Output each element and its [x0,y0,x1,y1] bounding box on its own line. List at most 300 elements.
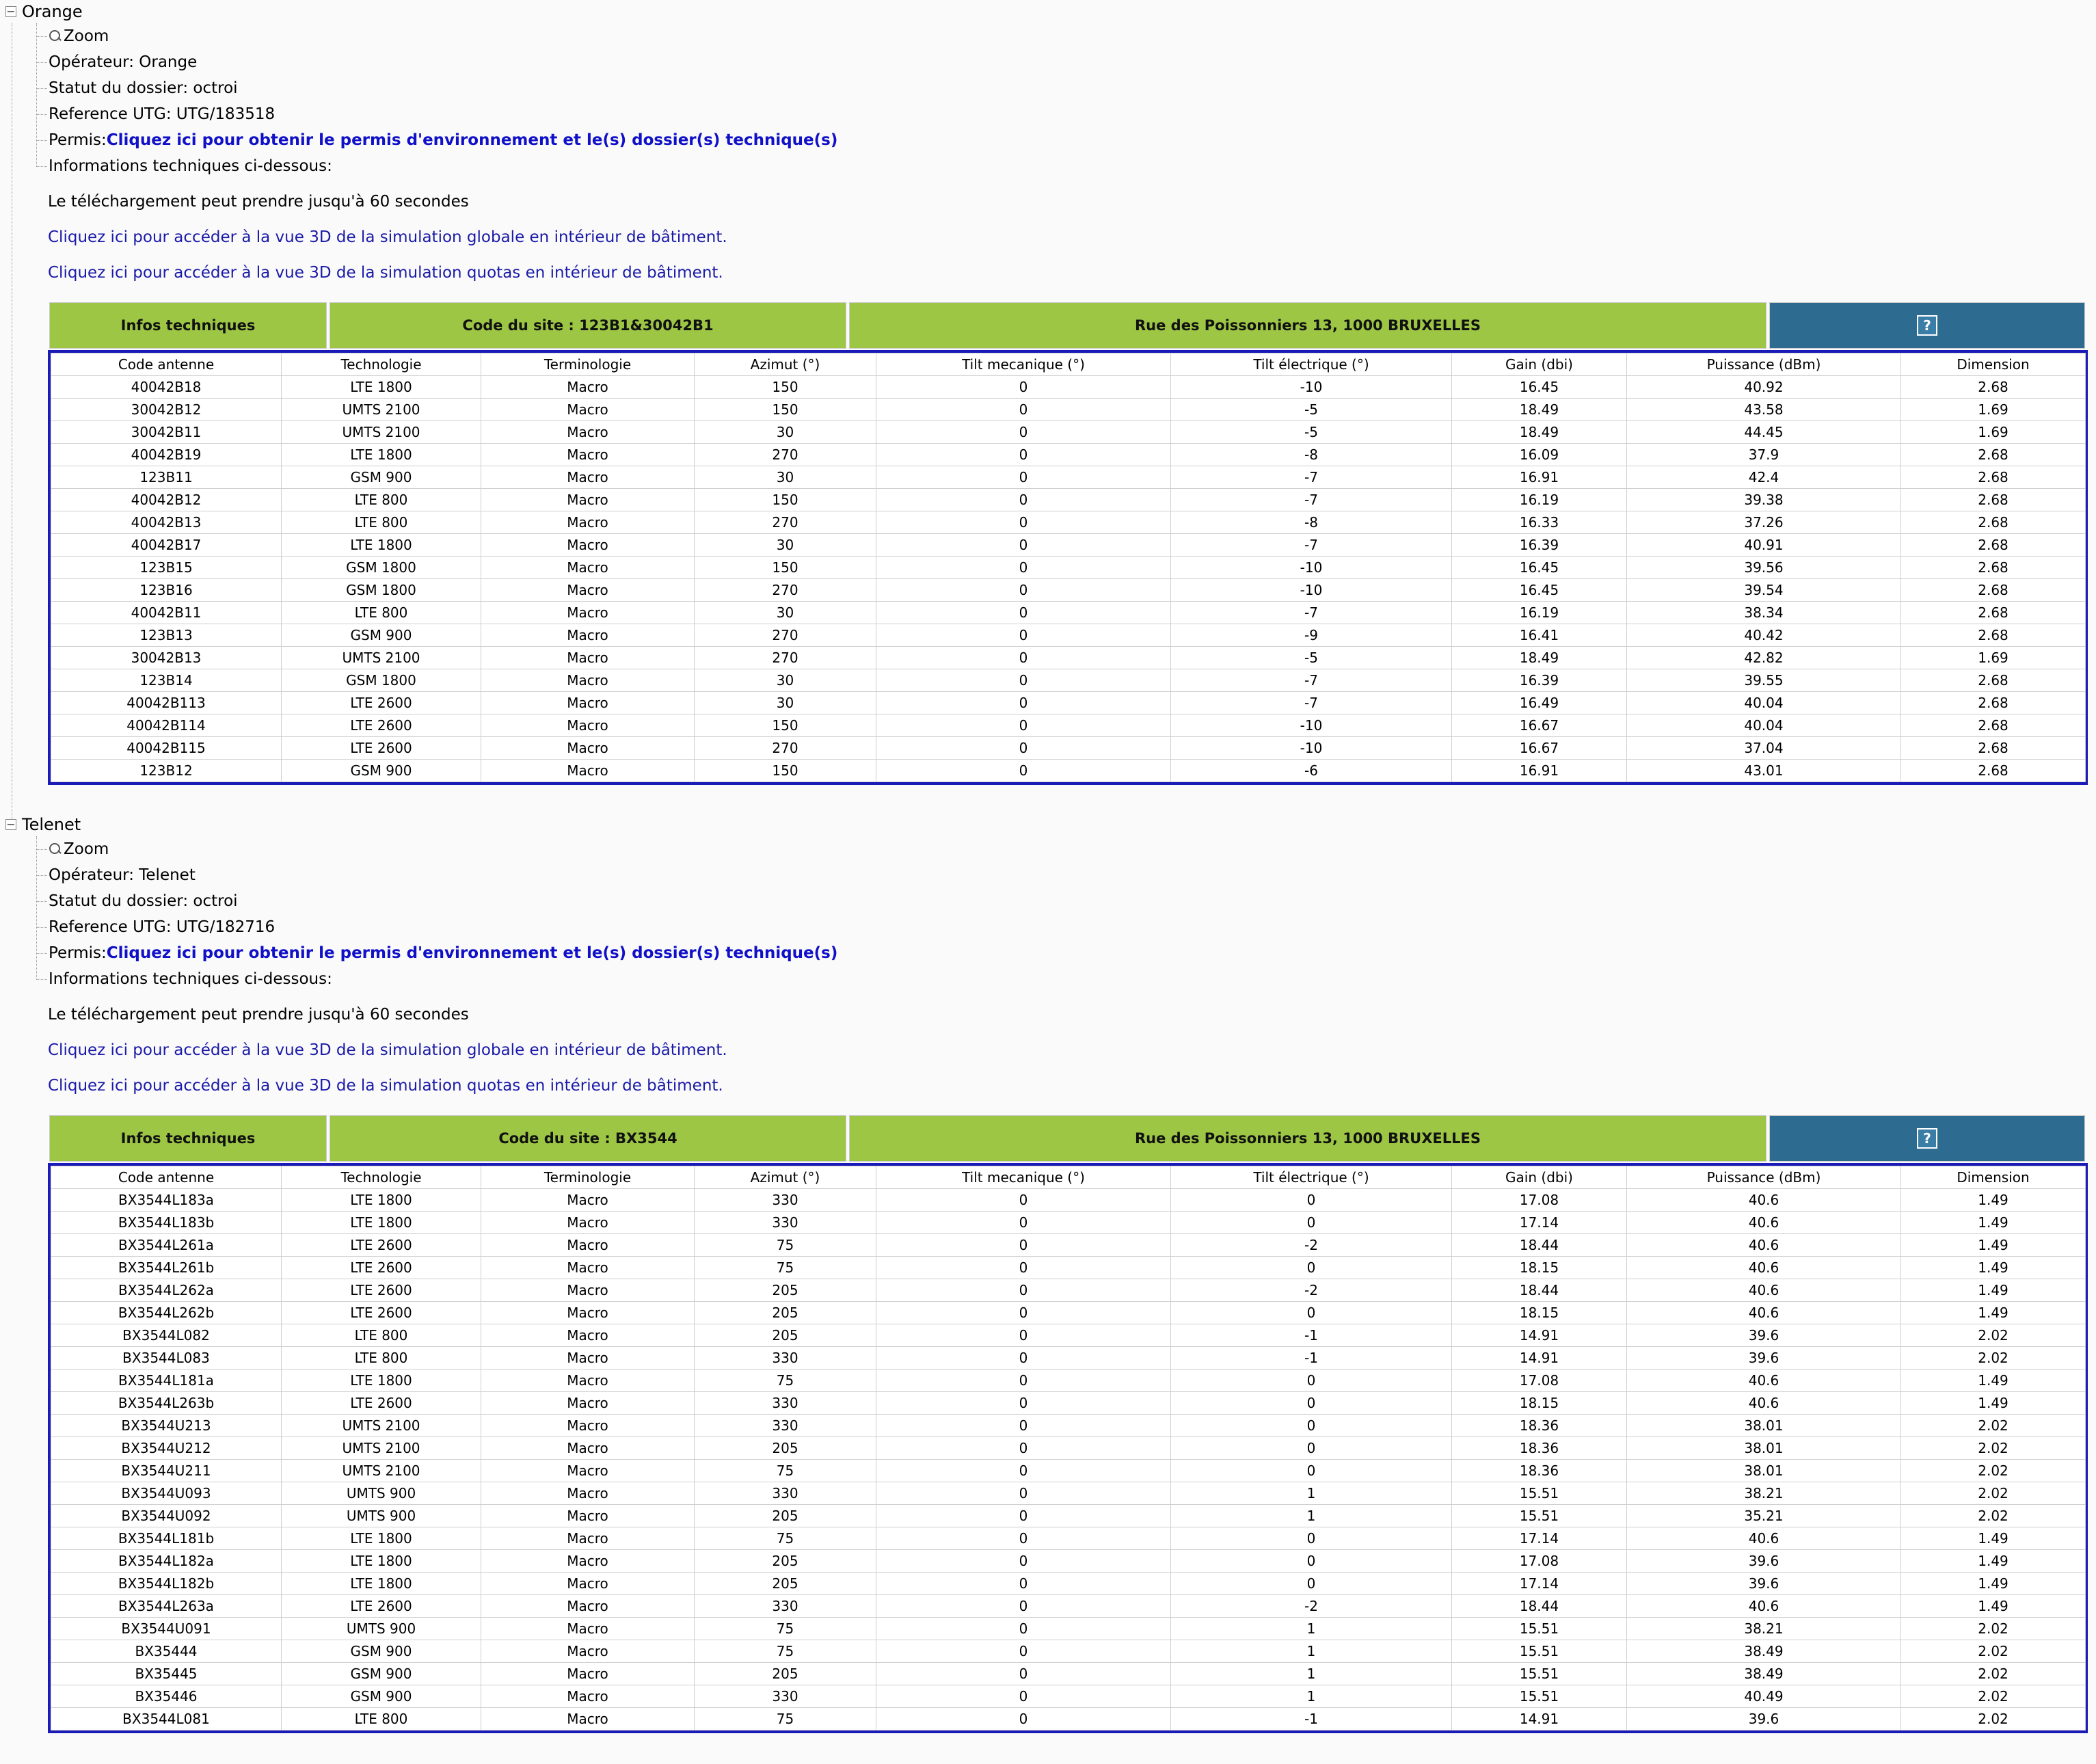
cell-technologie: UMTS 2100 [282,421,481,444]
cell-puissance: 40.04 [1627,692,1901,714]
cell-technologie: LTE 800 [282,489,481,511]
cell-gain: 18.36 [1452,1460,1627,1482]
cell-technologie: LTE 800 [282,1324,481,1347]
cell-code-antenne: 40042B113 [51,692,282,714]
cell-gain: 14.91 [1452,1708,1627,1730]
col-gain: Gain (dbi) [1452,353,1627,376]
cell-technologie: LTE 2600 [282,1392,481,1415]
cell-tilt-mecanique: 0 [876,1347,1171,1369]
header-site-code: Code du site : BX3544 [330,1115,846,1162]
operator-header[interactable] [5,1,83,22]
cell-tilt-electrique: -10 [1171,376,1452,399]
cell-technologie: LTE 800 [282,1347,481,1369]
cell-terminologie: Macro [481,1685,695,1708]
cell-dimension: 2.02 [1901,1685,2086,1708]
cell-gain: 17.14 [1452,1527,1627,1550]
cell-technologie: LTE 2600 [282,1279,481,1302]
cell-tilt-electrique: 0 [1171,1257,1452,1279]
cell-code-antenne: BX35446 [51,1685,282,1708]
cell-dimension: 2.02 [1901,1324,2086,1347]
cell-tilt-electrique: -7 [1171,489,1452,511]
statut-text: Statut du dossier: octroi [49,892,238,910]
cell-tilt-electrique: -10 [1171,579,1452,602]
cell-azimut: 75 [695,1708,876,1730]
cell-tilt-mecanique: 0 [876,760,1171,782]
cell-puissance: 39.6 [1627,1550,1901,1573]
tree-line [36,88,47,89]
table-row [51,1392,2086,1415]
cell-code-antenne: 40042B19 [51,444,282,466]
cell-dimension: 2.02 [1901,1618,2086,1640]
cell-azimut: 30 [695,466,876,489]
cell-puissance: 43.01 [1627,760,1901,782]
cell-terminologie: Macro [481,737,695,760]
cell-code-antenne: BX3544L261a [51,1234,282,1257]
cell-puissance: 40.04 [1627,714,1901,737]
cell-puissance: 38.49 [1627,1640,1901,1663]
cell-puissance: 40.6 [1627,1527,1901,1550]
link-3d-quotas[interactable]: Cliquez ici pour accéder à la vue 3D de la simulation quotas en intérieur de bâtiment. [48,1077,723,1095]
cell-gain: 16.39 [1452,669,1627,692]
cell-tilt-electrique: -5 [1171,647,1452,669]
cell-tilt-electrique: -5 [1171,421,1452,444]
col-tilt-mecanique: Tilt mecanique (°) [876,353,1171,376]
cell-tilt-electrique: -7 [1171,602,1452,624]
cell-code-antenne: 40042B115 [51,737,282,760]
cell-technologie: LTE 1800 [282,444,481,466]
cell-gain: 18.49 [1452,399,1627,421]
col-tilt-electrique: Tilt électrique (°) [1171,1166,1452,1189]
cell-technologie: GSM 900 [282,1685,481,1708]
cell-gain: 18.15 [1452,1392,1627,1415]
cell-terminologie: Macro [481,466,695,489]
header-infos: Infos techniques [49,1115,327,1162]
cell-tilt-electrique: -2 [1171,1595,1452,1618]
reference-text: Reference UTG: UTG/183518 [49,105,276,123]
cell-gain: 15.51 [1452,1618,1627,1640]
permis-label: Permis: [49,944,107,962]
cell-terminologie: Macro [481,1482,695,1505]
cell-tilt-electrique: -8 [1171,444,1452,466]
cell-azimut: 270 [695,511,876,534]
cell-gain: 17.14 [1452,1573,1627,1595]
collapse-icon[interactable]: − [6,5,16,18]
cell-code-antenne: 123B15 [51,557,282,579]
cell-tilt-mecanique: 0 [876,669,1171,692]
operator-name: Telenet [22,815,81,834]
tree-line [36,114,47,115]
cell-code-antenne: BX3544L181a [51,1369,282,1392]
col-tilt-mecanique: Tilt mecanique (°) [876,1166,1171,1189]
cell-tilt-mecanique: 0 [876,1708,1171,1730]
col-gain: Gain (dbi) [1452,1166,1627,1189]
cell-technologie: LTE 1800 [282,1527,481,1550]
col-terminologie: Terminologie [481,353,695,376]
col-code-antenne: Code antenne [51,1166,282,1189]
cell-terminologie: Macro [481,399,695,421]
permis-label: Permis: [49,131,107,149]
cell-gain: 15.51 [1452,1663,1627,1685]
cell-terminologie: Macro [481,602,695,624]
cell-terminologie: Macro [481,444,695,466]
cell-terminologie: Macro [481,760,695,782]
table-row [51,1482,2086,1505]
cell-code-antenne: BX3544L182b [51,1573,282,1595]
cell-tilt-mecanique: 0 [876,399,1171,421]
cell-code-antenne: BX3544U211 [51,1460,282,1482]
cell-tilt-mecanique: 0 [876,1234,1171,1257]
cell-tilt-electrique: 1 [1171,1640,1452,1663]
table-row [51,692,2086,714]
cell-puissance: 38.49 [1627,1663,1901,1685]
cell-technologie: LTE 2600 [282,1257,481,1279]
cell-code-antenne: 123B12 [51,760,282,782]
col-terminologie: Terminologie [481,1166,695,1189]
statut-line [36,888,238,914]
cell-terminologie: Macro [481,489,695,511]
col-puissance: Puissance (dBm) [1627,1166,1901,1189]
cell-gain: 15.51 [1452,1640,1627,1663]
cell-puissance: 37.9 [1627,444,1901,466]
download-note: Le téléchargement peut prendre jusqu'à 60 secondes [48,193,469,211]
cell-tilt-electrique: 1 [1171,1663,1452,1685]
zoom-icon[interactable] [49,842,62,856]
cell-tilt-electrique: -2 [1171,1279,1452,1302]
cell-tilt-mecanique: 0 [876,511,1171,534]
cell-puissance: 35.21 [1627,1505,1901,1527]
link-3d-global[interactable]: Cliquez ici pour accéder à la vue 3D de la simulation globale en intérieur de bâtiment. [48,228,727,246]
cell-dimension: 2.02 [1901,1460,2086,1482]
cell-code-antenne: BX3544U091 [51,1618,282,1640]
cell-code-antenne: 40042B18 [51,376,282,399]
cell-gain: 18.44 [1452,1234,1627,1257]
col-dimension: Dimension [1901,353,2086,376]
cell-gain: 14.91 [1452,1347,1627,1369]
cell-terminologie: Macro [481,624,695,647]
cell-puissance: 40.6 [1627,1257,1901,1279]
cell-gain: 16.49 [1452,692,1627,714]
zoom-item[interactable] [36,23,109,49]
cell-terminologie: Macro [481,1618,695,1640]
cell-dimension: 1.49 [1901,1189,2086,1212]
cell-tilt-mecanique: 0 [876,1324,1171,1347]
cell-terminologie: Macro [481,1550,695,1573]
cell-tilt-mecanique: 0 [876,1505,1171,1527]
cell-tilt-mecanique: 0 [876,557,1171,579]
cell-azimut: 330 [695,1212,876,1234]
cell-gain: 18.44 [1452,1279,1627,1302]
cell-terminologie: Macro [481,1708,695,1730]
cell-terminologie: Macro [481,1527,695,1550]
cell-code-antenne: 30042B13 [51,647,282,669]
cell-puissance: 38.01 [1627,1437,1901,1460]
cell-technologie: LTE 1800 [282,1573,481,1595]
reference-text: Reference UTG: UTG/182716 [49,918,276,936]
zoom-label[interactable]: Zoom [64,840,109,858]
cell-tilt-electrique: 0 [1171,1415,1452,1437]
cell-azimut: 75 [695,1460,876,1482]
tree-line [36,140,47,141]
cell-puissance: 38.34 [1627,602,1901,624]
col-puissance: Puissance (dBm) [1627,353,1901,376]
cell-code-antenne: BX3544L261b [51,1257,282,1279]
cell-code-antenne: BX3544L262b [51,1302,282,1324]
cell-terminologie: Macro [481,647,695,669]
cell-dimension: 1.49 [1901,1527,2086,1550]
cell-code-antenne: 123B13 [51,624,282,647]
cell-azimut: 30 [695,692,876,714]
tree-line [36,901,47,902]
table-row [51,444,2086,466]
cell-dimension: 2.02 [1901,1482,2086,1505]
cell-gain: 17.08 [1452,1369,1627,1392]
cell-azimut: 270 [695,737,876,760]
cell-technologie: UMTS 2100 [282,1437,481,1460]
cell-dimension: 2.68 [1901,579,2086,602]
cell-tilt-electrique: -8 [1171,511,1452,534]
cell-code-antenne: BX3544L182a [51,1550,282,1573]
cell-tilt-electrique: -7 [1171,466,1452,489]
cell-gain: 17.08 [1452,1550,1627,1573]
cell-puissance: 37.04 [1627,737,1901,760]
cell-azimut: 150 [695,399,876,421]
cell-puissance: 38.01 [1627,1415,1901,1437]
cell-gain: 16.19 [1452,602,1627,624]
cell-tilt-mecanique: 0 [876,1460,1171,1482]
cell-tilt-electrique: 0 [1171,1392,1452,1415]
cell-technologie: LTE 1800 [282,1212,481,1234]
cell-gain: 15.51 [1452,1685,1627,1708]
cell-dimension: 1.69 [1901,647,2086,669]
cell-technologie: GSM 900 [282,1663,481,1685]
cell-terminologie: Macro [481,579,695,602]
statut-text: Statut du dossier: octroi [49,79,238,97]
cell-dimension: 1.49 [1901,1392,2086,1415]
cell-puissance: 38.01 [1627,1460,1901,1482]
antenna-table [48,350,2088,785]
cell-tilt-mecanique: 0 [876,714,1171,737]
cell-gain: 16.67 [1452,737,1627,760]
cell-code-antenne: BX3544L183a [51,1189,282,1212]
cell-puissance: 39.55 [1627,669,1901,692]
table-row [51,624,2086,647]
cell-puissance: 40.91 [1627,534,1901,557]
cell-code-antenne: 40042B114 [51,714,282,737]
zoom-icon[interactable] [49,29,62,43]
tree-line [36,849,47,850]
cell-code-antenne: 40042B11 [51,602,282,624]
cell-gain: 16.39 [1452,534,1627,557]
cell-dimension: 1.49 [1901,1595,2086,1618]
cell-dimension: 2.68 [1901,760,2086,782]
table-row [51,399,2086,421]
cell-technologie: LTE 2600 [282,692,481,714]
cell-dimension: 2.02 [1901,1347,2086,1369]
cell-tilt-mecanique: 0 [876,376,1171,399]
cell-azimut: 270 [695,579,876,602]
cell-code-antenne: BX35444 [51,1640,282,1663]
permis-line [36,940,837,966]
cell-technologie: LTE 1800 [282,376,481,399]
cell-dimension: 1.69 [1901,421,2086,444]
cell-tilt-mecanique: 0 [876,602,1171,624]
cell-puissance: 40.6 [1627,1595,1901,1618]
cell-dimension: 1.49 [1901,1369,2086,1392]
cell-code-antenne: BX3544L262a [51,1279,282,1302]
operator-text: Opérateur: Orange [49,53,198,71]
reference-line [36,101,275,127]
permis-link[interactable]: Cliquez ici pour obtenir le permis d'environnement et le(s) dossier(s) technique(s) [106,131,838,149]
cell-technologie: GSM 900 [282,760,481,782]
header-infos: Infos techniques [49,302,327,349]
cell-tilt-electrique: -6 [1171,760,1452,782]
cell-azimut: 330 [695,1685,876,1708]
header-help [1769,302,2085,349]
cell-gain: 18.15 [1452,1257,1627,1279]
cell-technologie: LTE 1800 [282,534,481,557]
cell-tilt-electrique: -10 [1171,557,1452,579]
cell-technologie: GSM 1800 [282,669,481,692]
cell-dimension: 2.68 [1901,466,2086,489]
cell-terminologie: Macro [481,1573,695,1595]
cell-tilt-mecanique: 0 [876,444,1171,466]
cell-puissance: 44.45 [1627,421,1901,444]
cell-dimension: 2.02 [1901,1437,2086,1460]
cell-code-antenne: 40042B13 [51,511,282,534]
cell-code-antenne: BX3544U093 [51,1482,282,1505]
cell-tilt-electrique: 0 [1171,1460,1452,1482]
cell-azimut: 205 [695,1550,876,1573]
table-row [51,557,2086,579]
cell-code-antenne: BX3544L183b [51,1212,282,1234]
cell-gain: 18.36 [1452,1415,1627,1437]
cell-azimut: 205 [695,1505,876,1527]
cell-puissance: 40.92 [1627,376,1901,399]
cell-tilt-mecanique: 0 [876,1527,1171,1550]
cell-tilt-mecanique: 0 [876,1189,1171,1212]
cell-terminologie: Macro [481,1212,695,1234]
col-technologie: Technologie [282,1166,481,1189]
table-row [51,1640,2086,1663]
cell-tilt-electrique: -7 [1171,669,1452,692]
cell-technologie: LTE 800 [282,1708,481,1730]
cell-azimut: 75 [695,1234,876,1257]
zoom-label[interactable]: Zoom [64,27,109,45]
link-3d-global[interactable]: Cliquez ici pour accéder à la vue 3D de la simulation globale en intérieur de bâtiment. [48,1041,727,1059]
cell-tilt-mecanique: 0 [876,1573,1171,1595]
help-icon[interactable]: ? [1917,1128,1937,1149]
table-row [51,1595,2086,1618]
tree-line [36,36,47,37]
cell-tilt-electrique: -9 [1171,624,1452,647]
cell-dimension: 2.68 [1901,511,2086,534]
help-icon[interactable]: ? [1917,315,1937,336]
cell-code-antenne: 123B16 [51,579,282,602]
operator-line [36,862,196,888]
table-row [51,1685,2086,1708]
cell-puissance: 39.6 [1627,1573,1901,1595]
cell-terminologie: Macro [481,1302,695,1324]
cell-gain: 16.45 [1452,579,1627,602]
cell-tilt-mecanique: 0 [876,1302,1171,1324]
cell-code-antenne: 30042B11 [51,421,282,444]
table-row [51,602,2086,624]
cell-dimension: 2.02 [1901,1640,2086,1663]
cell-gain: 16.91 [1452,466,1627,489]
cell-technologie: LTE 2600 [282,1302,481,1324]
cell-dimension: 2.68 [1901,602,2086,624]
cell-tilt-electrique: -5 [1171,399,1452,421]
infos-text: Informations techniques ci-dessous: [49,157,332,175]
table-row [51,1234,2086,1257]
cell-technologie: UMTS 2100 [282,647,481,669]
tree-line [36,953,47,954]
cell-tilt-mecanique: 0 [876,1437,1171,1460]
cell-terminologie: Macro [481,1437,695,1460]
cell-code-antenne: BX3544L263b [51,1392,282,1415]
permis-link[interactable]: Cliquez ici pour obtenir le permis d'environnement et le(s) dossier(s) technique(s) [106,944,838,962]
cell-terminologie: Macro [481,1415,695,1437]
zoom-item[interactable] [36,836,109,862]
cell-tilt-electrique: -10 [1171,737,1452,760]
cell-gain: 14.91 [1452,1324,1627,1347]
table-row [51,1302,2086,1324]
cell-tilt-mecanique: 0 [876,1685,1171,1708]
cell-puissance: 40.6 [1627,1369,1901,1392]
table-row [51,1189,2086,1212]
cell-dimension: 1.49 [1901,1302,2086,1324]
cell-tilt-electrique: -10 [1171,714,1452,737]
cell-code-antenne: 40042B12 [51,489,282,511]
cell-terminologie: Macro [481,557,695,579]
cell-azimut: 75 [695,1527,876,1550]
cell-puissance: 39.38 [1627,489,1901,511]
cell-tilt-electrique: 1 [1171,1482,1452,1505]
cell-tilt-electrique: 1 [1171,1618,1452,1640]
cell-terminologie: Macro [481,1460,695,1482]
cell-tilt-electrique: 0 [1171,1437,1452,1460]
download-note: Le téléchargement peut prendre jusqu'à 60 secondes [48,1006,469,1024]
cell-tilt-electrique: 0 [1171,1527,1452,1550]
cell-azimut: 150 [695,760,876,782]
cell-terminologie: Macro [481,692,695,714]
cell-puissance: 42.4 [1627,466,1901,489]
cell-dimension: 2.68 [1901,376,2086,399]
cell-technologie: LTE 2600 [282,1595,481,1618]
cell-tilt-mecanique: 0 [876,647,1171,669]
cell-tilt-electrique: -2 [1171,1234,1452,1257]
collapse-icon[interactable]: − [6,818,16,831]
table-row [51,1663,2086,1685]
cell-puissance: 40.6 [1627,1189,1901,1212]
link-3d-quotas[interactable]: Cliquez ici pour accéder à la vue 3D de la simulation quotas en intérieur de bâtiment. [48,264,723,282]
cell-puissance: 40.49 [1627,1685,1901,1708]
cell-puissance: 40.6 [1627,1234,1901,1257]
table-row [51,714,2086,737]
cell-tilt-electrique: 0 [1171,1302,1452,1324]
cell-azimut: 30 [695,421,876,444]
tree-line [36,62,47,63]
cell-azimut: 330 [695,1189,876,1212]
cell-code-antenne: BX3544L083 [51,1347,282,1369]
cell-code-antenne: BX3544L181b [51,1527,282,1550]
cell-azimut: 270 [695,647,876,669]
col-code-antenne: Code antenne [51,353,282,376]
cell-technologie: LTE 800 [282,602,481,624]
cell-terminologie: Macro [481,669,695,692]
operator-header[interactable] [5,814,81,835]
cell-terminologie: Macro [481,1324,695,1347]
